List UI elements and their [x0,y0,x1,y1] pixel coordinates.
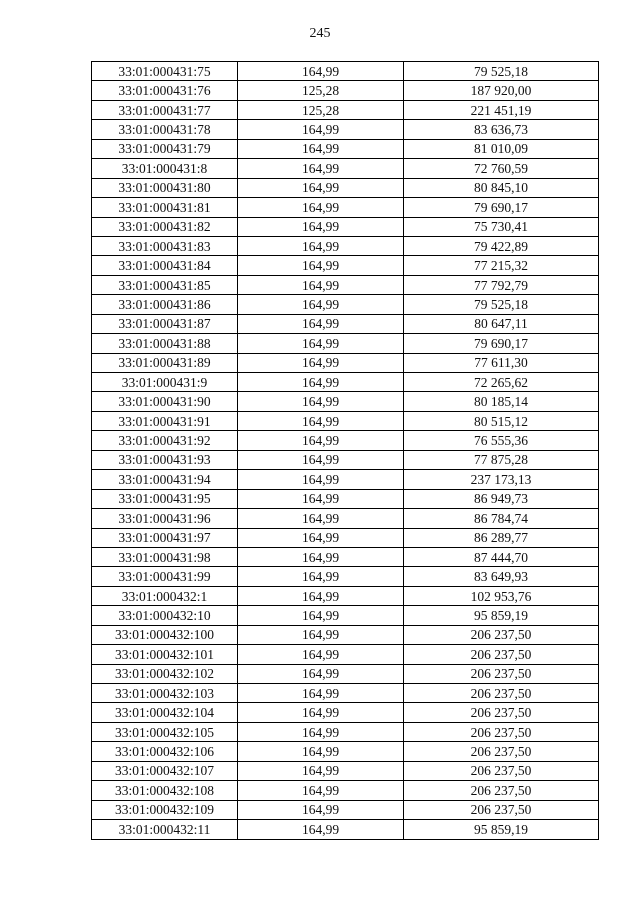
cadastral-number-cell: 33:01:000432:106 [92,742,238,761]
value-cell: 81 010,09 [404,139,599,158]
value-cell: 86 949,73 [404,489,599,508]
value-cell: 75 730,41 [404,217,599,236]
rate-cell: 125,28 [238,81,404,100]
cadastral-number-cell: 33:01:000431:9 [92,373,238,392]
value-cell: 206 237,50 [404,742,599,761]
rate-cell: 164,99 [238,275,404,294]
table-row [92,547,599,566]
cadastral-number-cell: 33:01:000432:108 [92,781,238,800]
cadastral-number-cell: 33:01:000432:103 [92,684,238,703]
table-row [92,625,599,644]
value-cell: 83 649,93 [404,567,599,586]
cadastral-number-cell: 33:01:000431:85 [92,275,238,294]
value-cell: 79 525,18 [404,62,599,81]
cadastral-number-cell: 33:01:000432:10 [92,606,238,625]
cadastral-number-cell: 33:01:000431:75 [92,62,238,81]
table-row [92,586,599,605]
rate-cell: 164,99 [238,547,404,566]
value-cell: 206 237,50 [404,781,599,800]
table-row [92,392,599,411]
value-cell: 187 920,00 [404,81,599,100]
table-row [92,761,599,780]
rate-cell: 164,99 [238,198,404,217]
value-cell: 237 173,13 [404,470,599,489]
rate-cell: 164,99 [238,800,404,819]
table-row [92,645,599,664]
value-cell: 77 792,79 [404,275,599,294]
rate-cell: 164,99 [238,645,404,664]
table-row [92,664,599,683]
value-cell: 80 647,11 [404,314,599,333]
table-row [92,62,599,81]
rate-cell: 164,99 [238,722,404,741]
value-cell: 79 690,17 [404,198,599,217]
table-row [92,373,599,392]
cadastral-number-cell: 33:01:000431:94 [92,470,238,489]
value-cell: 77 875,28 [404,450,599,469]
value-cell: 206 237,50 [404,703,599,722]
cadastral-number-cell: 33:01:000431:84 [92,256,238,275]
cadastral-number-cell: 33:01:000432:100 [92,625,238,644]
table-row [92,567,599,586]
value-cell: 80 515,12 [404,411,599,430]
value-cell: 95 859,19 [404,820,599,839]
value-cell: 102 953,76 [404,586,599,605]
rate-cell: 164,99 [238,178,404,197]
value-cell: 80 845,10 [404,178,599,197]
rate-cell: 164,99 [238,703,404,722]
table-row [92,450,599,469]
table-row [92,295,599,314]
rate-cell: 164,99 [238,470,404,489]
cadastral-number-cell: 33:01:000432:11 [92,820,238,839]
rate-cell: 164,99 [238,334,404,353]
table-row [92,703,599,722]
value-cell: 221 451,19 [404,100,599,119]
cadastral-number-cell: 33:01:000431:89 [92,353,238,372]
cadastral-number-cell: 33:01:000432:107 [92,761,238,780]
rate-cell: 164,99 [238,236,404,255]
value-cell: 206 237,50 [404,722,599,741]
value-cell: 77 611,30 [404,353,599,372]
value-cell: 72 760,59 [404,159,599,178]
cadastral-number-cell: 33:01:000431:96 [92,509,238,528]
cadastral-number-cell: 33:01:000432:1 [92,586,238,605]
cadastral-number-cell: 33:01:000431:93 [92,450,238,469]
table-row [92,236,599,255]
table-row [92,489,599,508]
table-body [92,62,599,840]
rate-cell: 164,99 [238,295,404,314]
cadastral-number-cell: 33:01:000431:80 [92,178,238,197]
rate-cell: 164,99 [238,314,404,333]
value-cell: 86 784,74 [404,509,599,528]
cadastral-number-cell: 33:01:000431:87 [92,314,238,333]
cadastral-number-cell: 33:01:000431:98 [92,547,238,566]
cadastral-number-cell: 33:01:000431:91 [92,411,238,430]
value-cell: 95 859,19 [404,606,599,625]
rate-cell: 164,99 [238,120,404,139]
value-cell: 80 185,14 [404,392,599,411]
value-cell: 206 237,50 [404,625,599,644]
cadastral-number-cell: 33:01:000432:104 [92,703,238,722]
table-row [92,81,599,100]
rate-cell: 164,99 [238,761,404,780]
table-row [92,198,599,217]
rate-cell: 164,99 [238,431,404,450]
table-row [92,334,599,353]
value-cell: 79 422,89 [404,236,599,255]
value-cell: 87 444,70 [404,547,599,566]
table-row [92,431,599,450]
table-row [92,314,599,333]
rate-cell: 164,99 [238,606,404,625]
value-cell: 206 237,50 [404,684,599,703]
rate-cell: 164,99 [238,781,404,800]
rate-cell: 164,99 [238,159,404,178]
rate-cell: 164,99 [238,411,404,430]
value-cell: 76 555,36 [404,431,599,450]
value-cell: 206 237,50 [404,800,599,819]
rate-cell: 125,28 [238,100,404,119]
table-row [92,742,599,761]
page-number: 245 [309,26,331,41]
cadastral-number-cell: 33:01:000431:99 [92,567,238,586]
value-cell: 79 525,18 [404,295,599,314]
cadastral-number-cell: 33:01:000431:78 [92,120,238,139]
rate-cell: 164,99 [238,489,404,508]
cadastral-number-cell: 33:01:000431:86 [92,295,238,314]
cadastral-number-cell: 33:01:000432:102 [92,664,238,683]
table-row [92,275,599,294]
value-cell: 206 237,50 [404,761,599,780]
cadastral-number-cell: 33:01:000432:101 [92,645,238,664]
cadastral-value-table [91,61,599,840]
cadastral-number-cell: 33:01:000432:109 [92,800,238,819]
rate-cell: 164,99 [238,742,404,761]
table-row [92,528,599,547]
cadastral-number-cell: 33:01:000431:82 [92,217,238,236]
table-row [92,509,599,528]
cadastral-number-cell: 33:01:000431:79 [92,139,238,158]
rate-cell: 164,99 [238,373,404,392]
table-row [92,820,599,839]
cadastral-number-cell: 33:01:000431:81 [92,198,238,217]
rate-cell: 164,99 [238,684,404,703]
table-row [92,178,599,197]
rate-cell: 164,99 [238,820,404,839]
rate-cell: 164,99 [238,664,404,683]
value-cell: 72 265,62 [404,373,599,392]
rate-cell: 164,99 [238,392,404,411]
rate-cell: 164,99 [238,217,404,236]
rate-cell: 164,99 [238,139,404,158]
value-cell: 79 690,17 [404,334,599,353]
rate-cell: 164,99 [238,586,404,605]
rate-cell: 164,99 [238,509,404,528]
cadastral-number-cell: 33:01:000431:83 [92,236,238,255]
cadastral-number-cell: 33:01:000431:92 [92,431,238,450]
table-row [92,781,599,800]
cadastral-number-cell: 33:01:000431:97 [92,528,238,547]
value-cell: 206 237,50 [404,645,599,664]
table-row [92,217,599,236]
rate-cell: 164,99 [238,567,404,586]
table-row [92,470,599,489]
table-row [92,100,599,119]
value-cell: 83 636,73 [404,120,599,139]
cadastral-number-cell: 33:01:000431:90 [92,392,238,411]
table-row [92,353,599,372]
rate-cell: 164,99 [238,353,404,372]
rate-cell: 164,99 [238,528,404,547]
rate-cell: 164,99 [238,256,404,275]
table-row [92,159,599,178]
cadastral-number-cell: 33:01:000431:76 [92,81,238,100]
cadastral-number-cell: 33:01:000431:8 [92,159,238,178]
table-row [92,606,599,625]
table-row [92,722,599,741]
rate-cell: 164,99 [238,625,404,644]
table-row [92,800,599,819]
table-row [92,256,599,275]
value-cell: 77 215,32 [404,256,599,275]
rate-cell: 164,99 [238,62,404,81]
cadastral-number-cell: 33:01:000432:105 [92,722,238,741]
table-row [92,139,599,158]
cadastral-number-cell: 33:01:000431:95 [92,489,238,508]
cadastral-number-cell: 33:01:000431:77 [92,100,238,119]
table-row [92,120,599,139]
value-cell: 86 289,77 [404,528,599,547]
table-row [92,684,599,703]
rate-cell: 164,99 [238,450,404,469]
cadastral-number-cell: 33:01:000431:88 [92,334,238,353]
value-cell: 206 237,50 [404,664,599,683]
table-row [92,411,599,430]
